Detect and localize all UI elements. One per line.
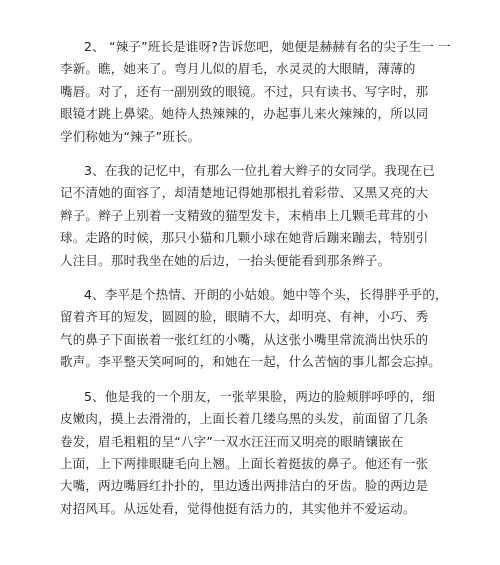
paragraph-5: [60, 386, 450, 520]
paragraph-3: [60, 160, 450, 272]
text-line: 大嘴，两边嘴唇红扑扑的，里边透出两排洁白的牙齿。脸的两边是: [60, 478, 429, 494]
document-body: [60, 36, 450, 532]
text-line: 2、 “辣子”班长是谁呀?告诉您吧，她便是赫赫有名的尖子生一 一: [84, 39, 451, 54]
text-line: 卷发，眉毛粗粗的呈“八字”一双水汪汪而又明亮的眼睛镶嵌在: [60, 433, 404, 449]
text-line: 歌声。李平整天笑呵呵的，和她在一起，什么苦恼的事儿都会忘掉。: [60, 354, 442, 370]
text-line: 留着齐耳的短发，圆圆的脸，眼睛不大，却明亮、有神，小巧、秀: [60, 309, 429, 325]
paragraph-2: [60, 36, 450, 148]
text-line: 上面，上下两排眼睫毛向上翘。上面长着挺拔的鼻子。他还有一张: [60, 455, 429, 471]
text-line: 眼镜才跳上鼻梁。她待人热辣辣的，办起事儿来火辣辣的，所以同: [60, 106, 429, 122]
text-line: 皮嫩肉，摸上去滑滑的，上面长着几缕乌黑的头发，前面留了几条: [60, 411, 429, 427]
text-line: 嘴唇。对了，还有一副别致的眼镜。不过，只有读书、写字时，那: [60, 83, 429, 99]
text-line: 辫子。辫子上别着一支精致的猫型发卡，末梢串上几颗毛茸茸的小: [60, 207, 429, 223]
text-line: 5、他是我的一个朋友，一张苹果脸，两边的脸颊胖呼呼的，细: [84, 388, 436, 404]
text-line: 3、在我的记忆中，有那么一位扎着大辫子的女同学。我现在已: [84, 163, 436, 179]
text-line: 气的鼻子下面嵌着一张红红的小嘴，从这张小嘴里常流淌出快乐的: [60, 331, 429, 347]
text-line: 李新。瞧，她来了。弯月儿似的眉毛，水灵灵的大眼睛，薄薄的: [60, 61, 416, 77]
paragraph-4: [60, 284, 450, 374]
text-line: 人注目。那时我坐在她的后边，一抬头便能看到那条辫子。: [60, 252, 391, 268]
text-line: 球。走路的时候，那只小猫和几颗小球在她背后蹦来蹦去，特别引: [60, 230, 429, 246]
text-line: 记不清她的面容了，却清楚地记得她那根扎着彩带、又黑又亮的大: [60, 185, 429, 201]
text-line: 对招风耳。从远处看，觉得他挺有活力的，其实他并不爱运动。: [60, 500, 416, 516]
text-line: 4、李平是个热情、开朗的小姑娘。她中等个头，长得胖乎乎的，: [84, 287, 448, 303]
text-line: 学们称她为“辣子”班长。: [60, 128, 201, 144]
